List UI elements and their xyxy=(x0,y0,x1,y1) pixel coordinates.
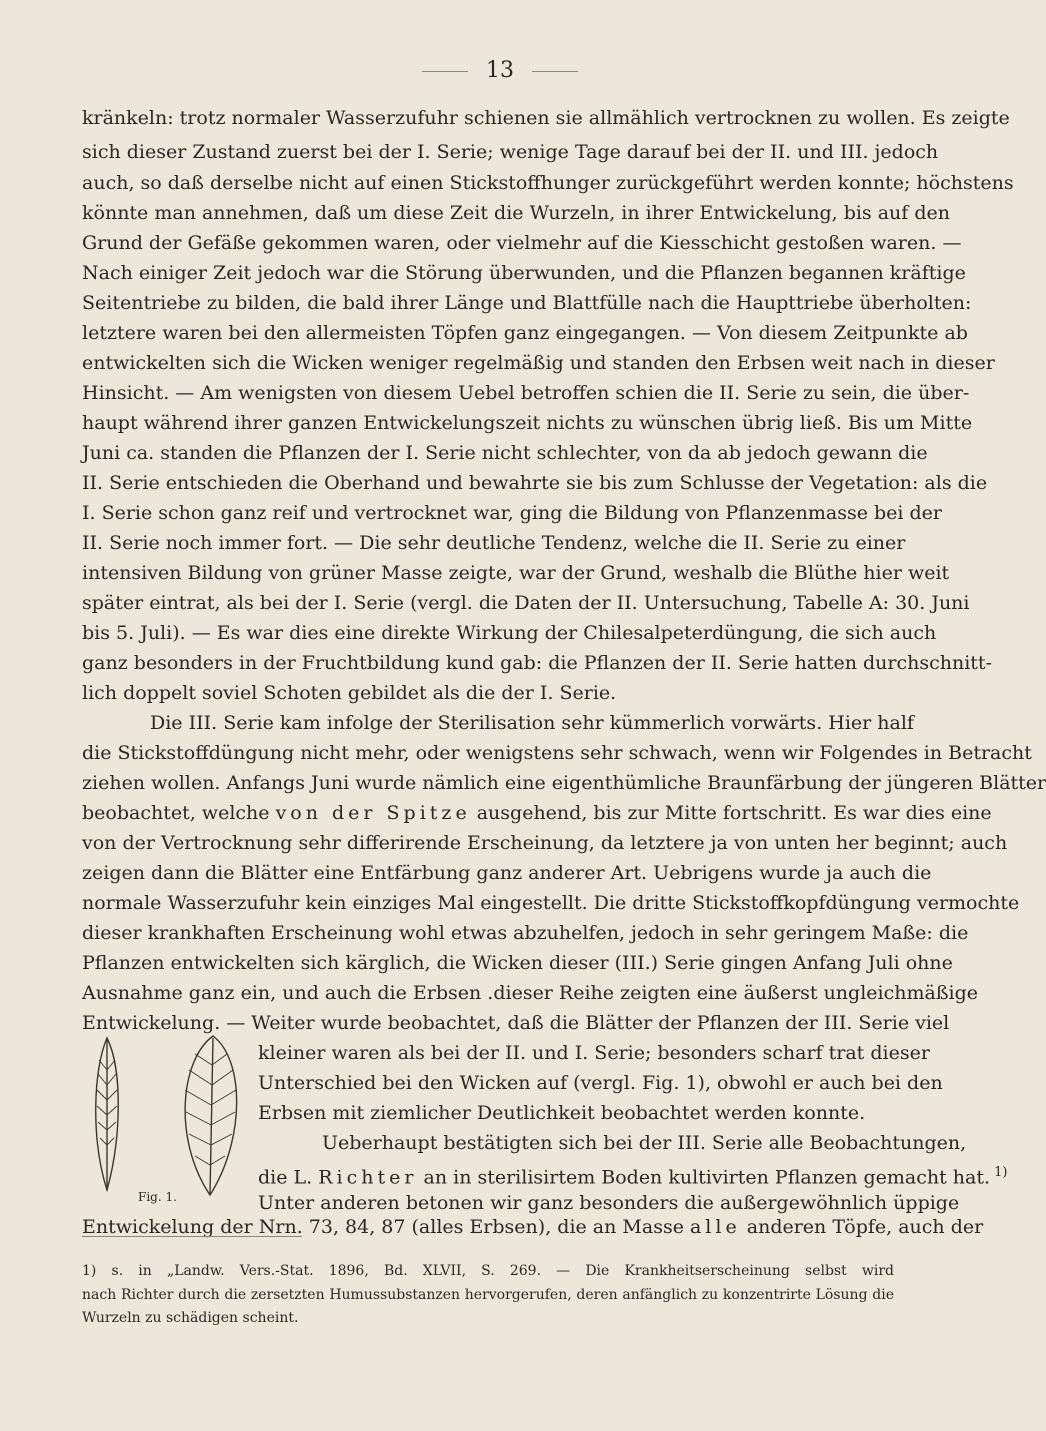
header-dash-right xyxy=(532,71,578,72)
page-number-header xyxy=(0,58,1000,83)
body-line: bis 5. Juli). — Es war dies eine direkte Wirkung der Chilesalpeterdüngung, die sich auch xyxy=(82,622,937,644)
body-line xyxy=(82,798,992,828)
text-run: an in sterilisirtem Boden kultivirten Pflanzen gemacht hat. xyxy=(417,1166,991,1189)
figure-1 xyxy=(85,1030,250,1205)
emphasized-text: Richter xyxy=(318,1166,418,1189)
footnote-line: nach Richter durch die zersetzten Humussubstanzen hervorgerufen, deren anfänglich zu konzentrirte Lösung die xyxy=(82,1287,894,1303)
page-number: 13 xyxy=(486,58,514,83)
body-line: Unterschied bei den Wicken auf (vergl. Fig. 1), obwohl er auch bei den xyxy=(258,1072,943,1094)
body-line: zeigen dann die Blätter eine Entfärbung ganz anderer Art. Uebrigens wurde ja auch die xyxy=(82,862,932,884)
text-run: anderen Töpfe, auch der xyxy=(740,1216,984,1238)
body-line: II. Serie noch immer fort. — Die sehr deutliche Tendenz, welche die II. Serie zu einer xyxy=(82,532,906,554)
footnote-line: 1) s. in „Landw. Vers.-Stat. 1896, Bd. XLVII, S. 269. — Die Krankheitserscheinung selbst wird xyxy=(82,1263,894,1279)
body-line: von der Vertrocknung sehr differirende Erscheinung, da letztere ja von unten her beginnt; auch xyxy=(82,832,1008,854)
body-line: Unter anderen betonen wir ganz besonders die außergewöhnlich üppige xyxy=(258,1192,960,1214)
body-line: Juni ca. standen die Pflanzen der I. Serie nicht schlechter, von da ab jedoch gewann die xyxy=(82,442,928,464)
body-line: intensiven Bildung von grüner Masse zeigte, war der Grund, weshalb die Blüthe hier weit xyxy=(82,562,950,584)
header-dash-left xyxy=(422,71,468,72)
text-run: beobachtet, welche xyxy=(82,802,276,824)
body-line: Pflanzen entwickelten sich kärglich, die Wicken dieser (III.) Serie gingen Anfang Juli ohne xyxy=(82,952,953,974)
body-line: Hinsicht. — Am wenigsten von diesem Uebel betroffen schien die II. Serie zu sein, die über- xyxy=(82,382,970,404)
body-line: Ausnahme ganz ein, und auch die Erbsen .dieser Reihe zeigten eine äußerst ungleichmäßige xyxy=(82,982,979,1004)
text-run: Entwickelung der Nrn. 73, 84, 87 (alles Erbsen), die an Masse xyxy=(82,1216,690,1238)
body-line xyxy=(258,1158,1008,1189)
body-line: II. Serie entschieden die Oberhand und bewahrte sie bis zum Schlusse der Vegetation: als die xyxy=(82,472,988,494)
body-line: dieser krankhaften Erscheinung wohl etwas abzuhelfen, jedoch in sehr geringem Maße: die xyxy=(82,922,969,944)
figure-caption: Fig. 1. xyxy=(138,1190,177,1204)
leaf-illustration xyxy=(85,1030,250,1205)
body-line: Die III. Serie kam infolge der Sterilisation sehr kümmerlich vorwärts. Hier half xyxy=(150,712,914,734)
body-line xyxy=(82,1212,984,1242)
body-line: Seitentriebe zu bilden, die bald ihrer Länge und Blattfülle nach die Haupttriebe überholten: xyxy=(82,292,972,314)
body-line: letztere waren bei den allermeisten Töpfen ganz eingegangen. — Von diesem Zeitpunkte ab xyxy=(82,322,968,344)
body-line: später eintrat, als bei der I. Serie (vergl. die Daten der II. Untersuchung, Tabelle A: 30. Juni xyxy=(82,592,970,614)
body-line: Ueberhaupt bestätigten sich bei der III. Serie alle Beobachtungen, xyxy=(322,1132,967,1154)
body-line: ganz besonders in der Fruchtbildung kund gab: die Pflanzen der II. Serie hatten durchschnitt- xyxy=(82,652,992,674)
body-line: Nach einiger Zeit jedoch war die Störung überwunden, und die Pflanzen begannen kräftige xyxy=(82,262,966,284)
footnote-divider xyxy=(82,1236,302,1237)
body-line: Erbsen mit ziemlicher Deutlichkeit beobachtet werden konnte. xyxy=(258,1102,866,1124)
emphasized-text: von der Spitze xyxy=(275,802,471,824)
body-line: kränkeln: trotz normaler Wasserzufuhr schienen sie allmählich vertrocknen zu wollen. Es zeigte xyxy=(82,107,1010,129)
footnote-reference: 1) xyxy=(990,1165,1008,1180)
body-line: lich doppelt soviel Schoten gebildet als die der I. Serie. xyxy=(82,682,617,704)
body-line: I. Serie schon ganz reif und vertrocknet war, ging die Bildung von Pflanzenmasse bei der xyxy=(82,502,943,524)
text-run: die L. xyxy=(258,1166,319,1189)
body-line: Grund der Gefäße gekommen waren, oder vielmehr auf die Kiesschicht gestoßen waren. — xyxy=(82,232,962,254)
footnote-line: Wurzeln zu schädigen scheint. xyxy=(82,1310,299,1326)
body-line: entwickelten sich die Wicken weniger regelmäßig und standen den Erbsen weit nach in dieser xyxy=(82,352,995,374)
body-line: die Stickstoffdüngung nicht mehr, oder wenigstens sehr schwach, wenn wir Folgendes in Betracht xyxy=(82,742,1032,764)
body-line: normale Wasserzufuhr kein einziges Mal eingestellt. Die dritte Stickstoffkopfdüngung vermochte xyxy=(82,892,1020,914)
text-run: ausgehend, bis zur Mitte fortschritt. Es war dies eine xyxy=(470,802,992,824)
broad-leaf-midrib xyxy=(210,1038,213,1195)
emphasized-text: alle xyxy=(689,1216,741,1238)
body-line: könnte man annehmen, daß um diese Zeit die Wurzeln, in ihrer Entwickelung, bis auf den xyxy=(82,202,950,224)
body-line: auch, so daß derselbe nicht auf einen Stickstoffhunger zurückgeführt werden konnte; höchstens xyxy=(82,172,1014,194)
body-line: kleiner waren als bei der II. und I. Serie; besonders scharf trat dieser xyxy=(258,1042,930,1064)
body-line: ziehen wollen. Anfangs Juni wurde nämlich eine eigenthümliche Braunfärbung der jüngeren Blätter xyxy=(82,772,1046,794)
body-line: haupt während ihrer ganzen Entwickelungszeit nichts zu wünschen übrig ließ. Bis um Mitte xyxy=(82,412,973,434)
body-line: sich dieser Zustand zuerst bei der I. Serie; wenige Tage darauf bei der II. und III. jedoch xyxy=(82,141,939,163)
body-line: Entwickelung. — Weiter wurde beobachtet, daß die Blätter der Pflanzen der III. Serie viel xyxy=(82,1012,950,1034)
